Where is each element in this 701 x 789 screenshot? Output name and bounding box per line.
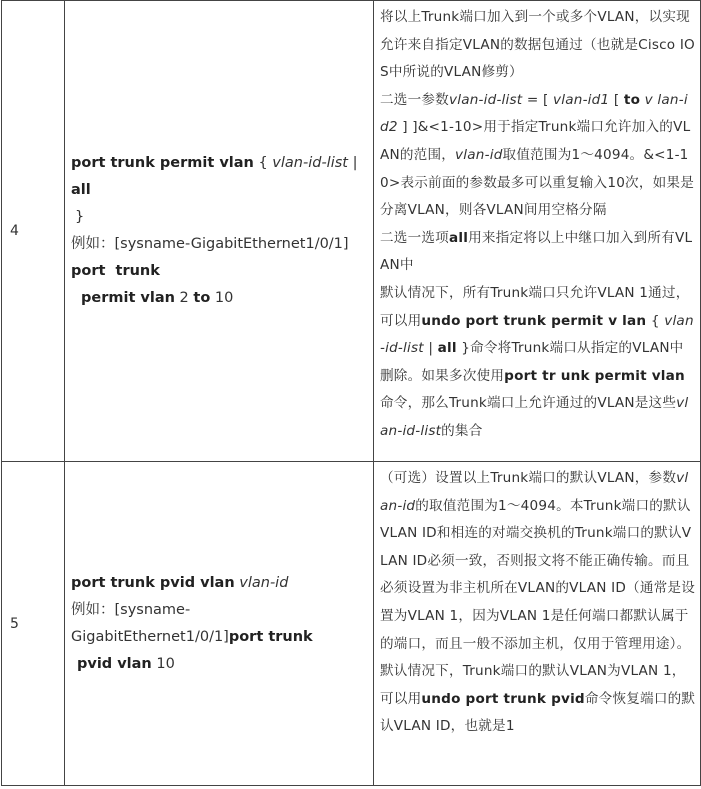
description-text <box>380 4 696 446</box>
example-keyword-1: port trunk <box>71 236 354 279</box>
desc-keyword: all <box>448 229 469 246</box>
command-arg: vlan-id <box>234 574 289 591</box>
description-cell <box>374 1 701 462</box>
desc-text: = [ <box>522 91 553 108</box>
command-cell <box>65 462 374 786</box>
example-keyword-1: port trunk <box>228 628 313 645</box>
example-value-1: 10 <box>151 655 175 672</box>
command-cell <box>65 1 374 462</box>
desc-text: 默认情况下，所有Trunk端口只允许VLAN 1通过，可以用 <box>380 284 690 329</box>
desc-text: 二选一参数 <box>380 91 449 108</box>
desc-keyword: port tr unk permit vlan <box>504 367 685 384</box>
command-syntax <box>71 570 373 597</box>
example-value-2: 10 <box>210 290 234 306</box>
command-arg: vlan-id-list <box>272 155 348 171</box>
desc-arg: vlan-id <box>380 470 689 514</box>
syntax-brace: { <box>253 155 273 171</box>
syntax-separator: | <box>347 155 363 171</box>
command-keyword: port trunk pvid vlan <box>71 574 235 591</box>
desc-text: ] ]&<1-10>用于指定Trunk端口允许加入的VLAN的范围， <box>380 119 691 163</box>
row-number: 5 <box>2 462 65 786</box>
example-prefix: 例如：[sysname-GigabitEthernet1/0/1] <box>71 236 349 252</box>
desc-text: 取值范围为1～4094。&<1-10>表示前面的参数最多可以重复输入10次，如果是分离VLAN，则各VLAN间用空格分隔 <box>380 146 695 219</box>
desc-keyword: undo port trunk pvid <box>421 690 585 707</box>
desc-text: 的集合 <box>441 422 483 439</box>
desc-arg: vlan-id1 <box>553 91 610 108</box>
desc-arg: vlan-id-list <box>380 312 694 357</box>
desc-text: { <box>646 312 665 329</box>
command-keyword: port trunk permit vlan <box>71 155 254 171</box>
desc-arg: v lan-id2 <box>380 91 688 136</box>
description-text <box>380 465 696 741</box>
desc-text: 用来指定将以上中继口加入到所有VLAN中 <box>380 229 693 274</box>
desc-keyword: to <box>623 91 641 108</box>
desc-text: }命令将Trunk端口从指定的VLAN中删除。如果多次使用 <box>380 340 684 384</box>
example-keyword-2: permit vlan <box>81 290 175 306</box>
table-row <box>2 1 701 462</box>
syntax-brace-close: } <box>75 209 85 225</box>
row-number: 4 <box>2 1 65 462</box>
desc-text: [ <box>609 91 624 108</box>
desc-paragraph: 将以上Trunk端口加入到一个或多个VLAN，以实现允许来自指定VLAN的数据包通过（也就是Cisco IOS中所说的VLAN修剪） <box>380 9 695 81</box>
desc-arg: vlan-id-list <box>448 91 523 108</box>
command-example <box>71 597 373 678</box>
desc-text: 二选一选项 <box>380 229 449 246</box>
desc-text: （可选）设置以上Trunk端口的默认VLAN，参数 <box>380 470 677 486</box>
table-row <box>2 462 701 786</box>
example-prefix: 例如：[sysname-GigabitEthernet1/0/1] <box>71 601 229 645</box>
example-keyword-2: pvid vlan <box>77 655 152 672</box>
command-syntax <box>71 150 373 231</box>
desc-text: 命令恢复端口的默认VLAN ID，也就是1 <box>380 690 696 735</box>
desc-text: 命令，那么Trunk端口上允许通过的VLAN是这些 <box>380 395 677 412</box>
desc-keyword: all <box>437 340 457 357</box>
desc-keyword: undo port trunk permit v lan <box>421 312 647 329</box>
command-option-all: all <box>71 182 91 198</box>
desc-arg: vlan-id <box>455 146 503 163</box>
description-cell <box>374 462 701 786</box>
example-value-1: 2 <box>174 290 194 306</box>
desc-text: 的取值范围为1～4094。本Trunk端口的默认VLAN ID和相连的对端交换机的Trunk端口的默认VLAN ID必须一致，否则报文将不能正确传输。而且必须设置为非主机所在VLAN的VLAN ID（通常是设置为VLAN 1，因为VLAN 1是任何端口都默认属于的端口，而且一般不添加主机，仅用于管理用途）。默认情况下，Trunk端口的默认VLAN为VLAN 1，可以用 <box>380 497 696 707</box>
command-example <box>71 231 373 312</box>
command-table <box>1 0 701 786</box>
example-keyword-to: to <box>193 290 211 306</box>
desc-arg: vlan-id-list <box>380 395 689 439</box>
desc-text: | <box>423 340 438 357</box>
